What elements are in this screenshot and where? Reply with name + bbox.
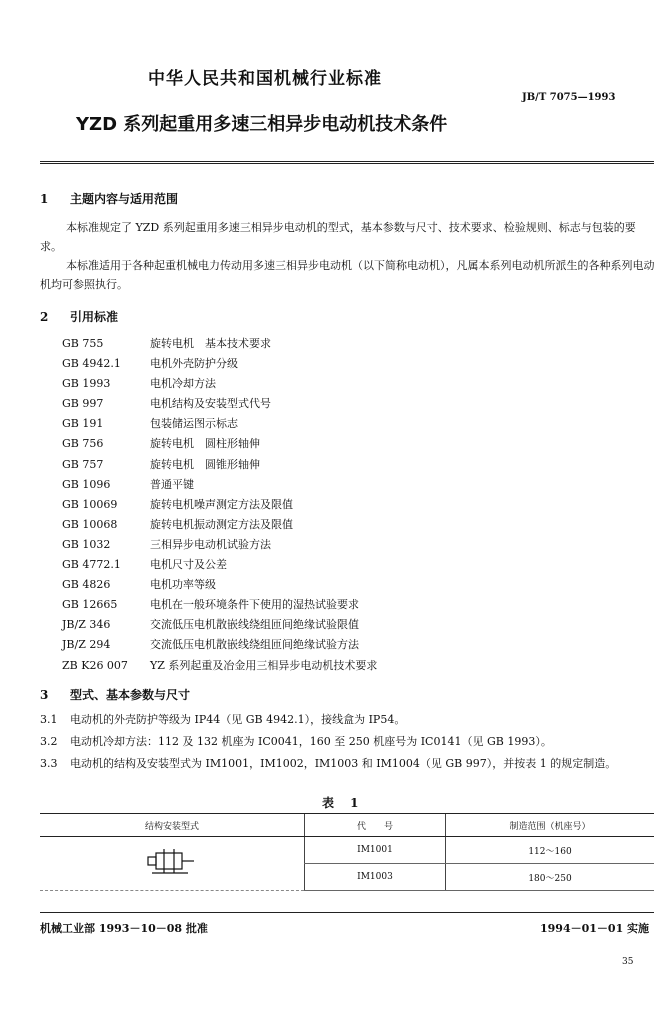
table-row (40, 837, 654, 864)
reference-title: 旋转电机 基本技术要求 (150, 337, 271, 350)
reference-title: 电机在一般环境条件下使用的湿热试验要求 (150, 598, 359, 612)
section-number: 3 (40, 688, 49, 702)
column-header-range: 制造范围（机座号） (446, 814, 655, 837)
range-cell: 180～250 (446, 864, 655, 891)
reference-title: 电机结构及安装型式代号 (150, 397, 271, 411)
standard-code: JB/T 7075—1993 (522, 92, 616, 103)
mounting-table (40, 813, 654, 891)
reference-title: 旋转电机振动测定方法及限值 (150, 517, 293, 531)
reference-title: 电机功率等级 (150, 578, 216, 592)
issuing-organization: 中华人民共和国机械行业标准 (148, 69, 382, 89)
reference-item (62, 334, 582, 354)
reference-item (62, 354, 582, 374)
reference-item (62, 656, 582, 676)
reference-title: 普通平键 (150, 477, 194, 491)
reference-item (62, 595, 582, 615)
section-title: 主题内容与适用范围 (70, 192, 179, 206)
reference-title: 电机尺寸及公差 (150, 558, 227, 572)
clause-3-3 (40, 754, 656, 773)
header-rule-bottom (40, 163, 654, 164)
reference-item (62, 394, 582, 414)
reference-item (62, 374, 582, 394)
reference-title: 电机外壳防护分级 (150, 357, 238, 371)
reference-code: GB 10069 (62, 497, 118, 511)
reference-title: 旋转电机 圆锥形轴伸 (150, 457, 260, 471)
reference-title: 交流低压电机散嵌线绕组匝间绝缘试验方法 (150, 638, 359, 652)
clause-number: 3.1 (40, 713, 58, 726)
footer-rule (40, 912, 654, 913)
clause-text: 电动机的外壳防护等级为 IP44（见 GB 4942.1），接线盒为 IP54。 (70, 713, 406, 726)
reference-item (62, 535, 582, 555)
reference-code: GB 997 (62, 397, 104, 411)
approval-date: 机械工业部 1993－10－08 批准 (40, 922, 208, 935)
clause-number: 3.3 (40, 757, 58, 770)
section-1-paragraph-2: 本标准适用于各种起重机械电力传动用多速三相异步电动机（以下简称电动机），凡属本系列电动机所派生的各种系列电动机均可参照执行。 (40, 259, 655, 291)
reference-code: JB/Z 346 (62, 618, 111, 632)
clause-3-2 (40, 732, 656, 751)
section-title: 引用标准 (70, 310, 119, 324)
table-header-row (40, 814, 654, 837)
section-title: 型式、基本参数与尺寸 (70, 688, 191, 702)
section-2-heading (40, 308, 118, 325)
effective-date: 1994－01－01 实施 (540, 922, 650, 935)
reference-title: 旋转电机噪声测定方法及限值 (150, 497, 293, 511)
header-rule-top (40, 161, 654, 162)
reference-title: 旋转电机 圆柱形轴伸 (150, 437, 260, 451)
page-number: 35 (622, 957, 634, 967)
reference-code: GB 1993 (62, 377, 111, 391)
reference-list (62, 334, 582, 676)
reference-item (62, 414, 582, 434)
column-header-mounting: 结构安装型式 (40, 814, 305, 837)
reference-item (62, 495, 582, 515)
section-number: 1 (40, 192, 49, 206)
section-3-heading (40, 686, 190, 703)
reference-item (62, 455, 582, 475)
reference-item (62, 575, 582, 595)
reference-item (62, 434, 582, 454)
clause-number: 3.2 (40, 735, 58, 748)
document-title: YZD 系列起重用多速三相异步电动机技术条件 (76, 114, 448, 135)
reference-code: GB 755 (62, 337, 104, 350)
range-cell: 112～160 (446, 837, 655, 864)
reference-code: GB 757 (62, 457, 104, 471)
mounting-diagram-cell (40, 837, 305, 891)
reference-item (62, 635, 582, 655)
clause-text: 电动机冷却方法：112 及 132 机座为 IC0041，160 至 250 机座号为 IC0141（见 GB 1993）。 (70, 735, 552, 748)
clause-text: 电动机的结构及安装型式为 IM1001，IM1002，IM1003 和 IM1004（见 GB 997），并按表 1 的规定制造。 (70, 757, 617, 770)
clause-3-1 (40, 710, 656, 729)
section-number: 2 (40, 310, 49, 324)
table-caption: 表 1 (322, 796, 365, 810)
code-cell: IM1001 (305, 837, 446, 864)
reference-item (62, 515, 582, 535)
reference-code: JB/Z 294 (62, 638, 111, 652)
reference-title: 交流低压电机散嵌线绕组匝间绝缘试验限值 (150, 618, 359, 632)
reference-item (62, 615, 582, 635)
reference-code: ZB K26 007 (62, 658, 128, 672)
reference-title: 包装储运图示标志 (150, 417, 238, 431)
reference-title: 三相异步电动机试验方法 (150, 537, 271, 551)
reference-code: GB 1032 (62, 537, 111, 551)
reference-code: GB 4826 (62, 578, 111, 592)
reference-code: GB 4772.1 (62, 558, 121, 572)
reference-item (62, 555, 582, 575)
reference-title: 电机冷却方法 (150, 377, 216, 391)
reference-code: GB 1096 (62, 477, 111, 491)
reference-code: GB 756 (62, 437, 104, 451)
code-cell: IM1003 (305, 864, 446, 891)
section-1-paragraph-1: 本标准规定了 YZD 系列起重用多速三相异步电动机的型式，基本参数与尺寸、技术要求、检验规则、标志与包装的要求。 (40, 221, 636, 253)
section-1-heading (40, 190, 178, 207)
reference-code: GB 4942.1 (62, 357, 121, 371)
reference-item (62, 475, 582, 495)
column-header-code: 代 号 (305, 814, 446, 837)
foot-mounted-motor-icon (146, 847, 198, 877)
reference-code: GB 12665 (62, 598, 118, 612)
reference-code: GB 191 (62, 417, 104, 431)
reference-title: YZ 系列起重及冶金用三相异步电动机技术要求 (150, 658, 378, 672)
reference-code: GB 10068 (62, 517, 118, 531)
